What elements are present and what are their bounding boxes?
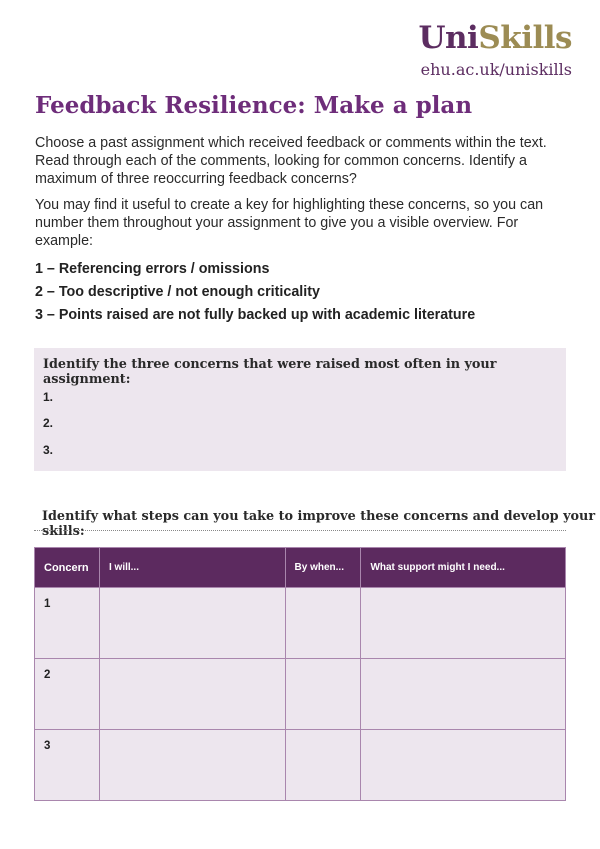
dotted-divider xyxy=(34,530,566,531)
concerns-box-heading: Identify the three concerns that were raised most often in your assignment: xyxy=(43,357,497,387)
logo-wordmark xyxy=(418,18,572,58)
column-header-by-when: By when... xyxy=(285,548,361,588)
cell-concern: 2 xyxy=(35,659,100,730)
example-key-list xyxy=(35,258,475,327)
cell-support[interactable] xyxy=(361,730,566,801)
column-header-support: What support might I need... xyxy=(361,548,566,588)
table-row xyxy=(35,730,566,801)
concern-line-1[interactable]: 1. xyxy=(43,390,54,404)
logo-url: ehu.ac.uk/uniskills xyxy=(420,60,572,79)
intro-paragraph-1: Choose a past assignment which received feedback or comments within the text. Read through each of the comments, looking for common concerns. Identify a maximum of three reoccurring feedback concerns? xyxy=(35,135,547,187)
cell-by-when[interactable] xyxy=(285,588,361,659)
example-item: 2 – Too descriptive / not enough criticality xyxy=(35,284,320,300)
cell-i-will[interactable] xyxy=(99,730,285,801)
table-header-row xyxy=(35,548,566,588)
cell-support[interactable] xyxy=(361,588,566,659)
intro-paragraph-2: You may find it useful to create a key for highlighting these concerns, so you can number them throughout your assignment to give you a visible overview. For example: xyxy=(35,197,544,249)
concern-line-3[interactable]: 3. xyxy=(43,443,54,457)
column-header-concern: Concern xyxy=(35,548,100,588)
table-row xyxy=(35,588,566,659)
example-item: 3 – Points raised are not fully backed up with academic literature xyxy=(35,307,476,323)
cell-concern: 3 xyxy=(35,730,100,801)
concern-line-2[interactable]: 2. xyxy=(43,416,54,430)
table-row xyxy=(35,659,566,730)
cell-by-when[interactable] xyxy=(285,659,361,730)
steps-heading: Identify what steps can you take to improve these concerns and develop your skills: xyxy=(42,509,596,539)
action-plan-table xyxy=(34,547,566,801)
uniskills-logo xyxy=(418,18,572,79)
concerns-box xyxy=(34,348,566,471)
logo-skills: Skills xyxy=(478,20,572,56)
logo-uni: Uni xyxy=(418,20,479,56)
example-item: 1 – Referencing errors / omissions xyxy=(35,261,270,277)
cell-concern: 1 xyxy=(35,588,100,659)
column-header-i-will: I will... xyxy=(99,548,285,588)
cell-i-will[interactable] xyxy=(99,588,285,659)
page-title: Feedback Resilience: Make a plan xyxy=(35,92,473,119)
cell-support[interactable] xyxy=(361,659,566,730)
cell-i-will[interactable] xyxy=(99,659,285,730)
cell-by-when[interactable] xyxy=(285,730,361,801)
